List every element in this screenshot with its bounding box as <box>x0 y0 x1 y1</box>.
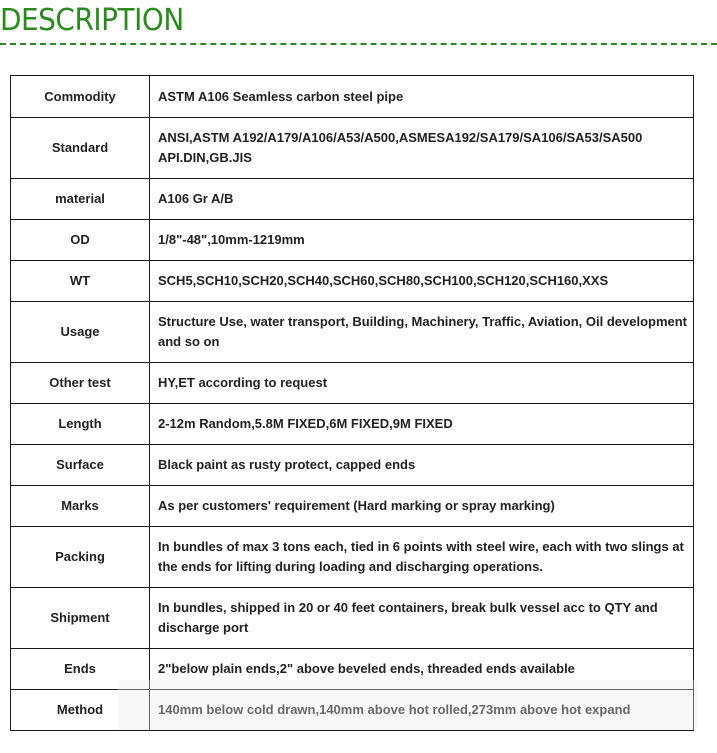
table-row <box>11 527 694 588</box>
row-label-standard: Standard <box>11 118 150 179</box>
description-table <box>10 75 694 731</box>
row-label-material: material <box>11 179 150 220</box>
table-row <box>11 690 694 731</box>
row-value-ends: 2"below plain ends,2" above beveled ends, threaded ends available <box>150 649 694 690</box>
row-value-usage: Structure Use, water transport, Building, Machinery, Traffic, Aviation, Oil development and so on <box>150 302 694 363</box>
row-label-wt: WT <box>11 261 150 302</box>
page-title: DESCRIPTION <box>0 3 184 38</box>
row-value-packing: In bundles of max 3 tons each, tied in 6 points with steel wire, each with two slings at the ends for lifting during loading and discharging operations. <box>150 527 694 588</box>
table-row <box>11 404 694 445</box>
table-row <box>11 588 694 649</box>
row-label-packing: Packing <box>11 527 150 588</box>
row-value-surface: Black paint as rusty protect, capped ends <box>150 445 694 486</box>
row-value-standard: ANSI,ASTM A192/A179/A106/A53/A500,ASMESA192/SA179/SA106/SA53/SA500 API.DIN,GB.JIS <box>150 118 694 179</box>
row-label-shipment: Shipment <box>11 588 150 649</box>
row-value-material: A106 Gr A/B <box>150 179 694 220</box>
table-row <box>11 302 694 363</box>
row-label-usage: Usage <box>11 302 150 363</box>
table-row <box>11 179 694 220</box>
row-value-method: 140mm below cold drawn,140mm above hot rolled,273mm above hot expand <box>150 690 694 731</box>
row-label-method: Method <box>11 690 150 731</box>
row-label-od: OD <box>11 220 150 261</box>
row-label-length: Length <box>11 404 150 445</box>
row-label-commodity: Commodity <box>11 76 150 118</box>
row-label-surface: Surface <box>11 445 150 486</box>
row-value-od: 1/8"-48",10mm-1219mm <box>150 220 694 261</box>
row-value-marks: As per customers' requirement (Hard marking or spray marking) <box>150 486 694 527</box>
row-value-length: 2-12m Random,5.8M FIXED,6M FIXED,9M FIXED <box>150 404 694 445</box>
row-label-other-test: Other test <box>11 363 150 404</box>
table-row <box>11 363 694 404</box>
title-divider <box>0 43 717 45</box>
table-row <box>11 445 694 486</box>
table-row <box>11 649 694 690</box>
row-label-ends: Ends <box>11 649 150 690</box>
row-value-shipment: In bundles, shipped in 20 or 40 feet containers, break bulk vessel acc to QTY and discharge port <box>150 588 694 649</box>
row-value-commodity: ASTM A106 Seamless carbon steel pipe <box>150 76 694 118</box>
table-row <box>11 76 694 118</box>
table-row <box>11 486 694 527</box>
table-row <box>11 261 694 302</box>
table-row <box>11 220 694 261</box>
table-row <box>11 118 694 179</box>
row-value-wt: SCH5,SCH10,SCH20,SCH40,SCH60,SCH80,SCH100,SCH120,SCH160,XXS <box>150 261 694 302</box>
row-label-marks: Marks <box>11 486 150 527</box>
row-value-other-test: HY,ET according to request <box>150 363 694 404</box>
